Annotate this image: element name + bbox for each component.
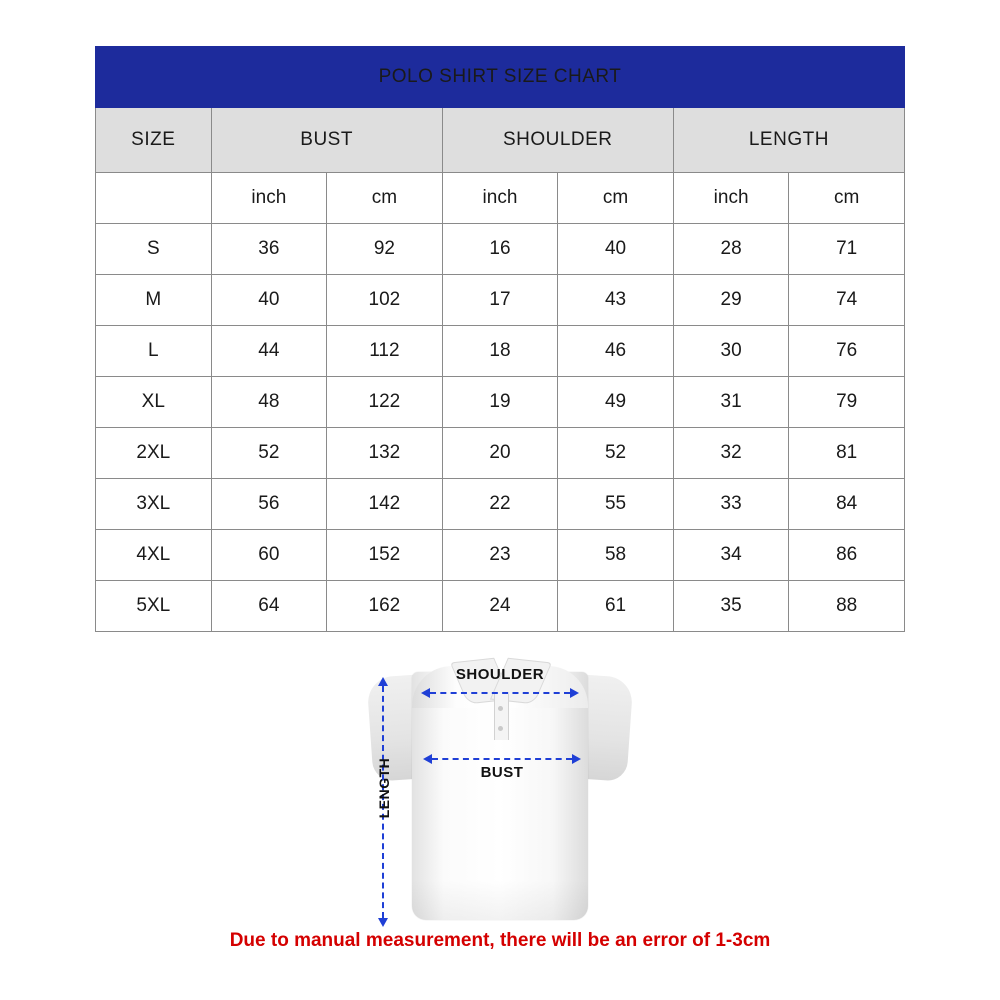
group-header-row (96, 108, 905, 173)
cell-bust-inch: 40 (211, 275, 327, 326)
cell-size: XL (96, 377, 212, 428)
cell-size: L (96, 326, 212, 377)
cell-bust-cm: 162 (327, 581, 443, 632)
bust-label: BUST (480, 764, 524, 781)
cell-length-cm: 71 (789, 224, 905, 275)
cell-size: 4XL (96, 530, 212, 581)
polo-shirt-figure (370, 630, 630, 920)
unit-header-row (96, 173, 905, 224)
size-chart-table (95, 46, 905, 632)
cell-bust-cm: 122 (327, 377, 443, 428)
cell-bust-inch: 36 (211, 224, 327, 275)
cell-bust-cm: 92 (327, 224, 443, 275)
table-row (96, 377, 905, 428)
table-row (96, 581, 905, 632)
cell-length-inch: 34 (673, 530, 789, 581)
cell-length-inch: 31 (673, 377, 789, 428)
cell-shoulder-cm: 52 (558, 428, 674, 479)
cell-shoulder-cm: 40 (558, 224, 674, 275)
cell-bust-cm: 112 (327, 326, 443, 377)
group-header-bust: BUST (211, 108, 442, 173)
cell-length-cm: 86 (789, 530, 905, 581)
measurement-disclaimer: Due to manual measurement, there will be an error of 1-3cm (229, 930, 771, 951)
cell-length-inch: 30 (673, 326, 789, 377)
cell-bust-cm: 152 (327, 530, 443, 581)
cell-bust-inch: 64 (211, 581, 327, 632)
unit-header-bust-inch: inch (211, 173, 327, 224)
cell-length-cm: 81 (789, 428, 905, 479)
cell-bust-cm: 132 (327, 428, 443, 479)
shoulder-measure-arrow-icon (430, 692, 570, 694)
cell-length-inch: 32 (673, 428, 789, 479)
unit-header-shoulder-inch: inch (442, 173, 558, 224)
unit-header-bust-cm: cm (327, 173, 443, 224)
chart-title-row (96, 47, 905, 108)
cell-shoulder-inch: 22 (442, 479, 558, 530)
page-title: POLO SHIRT SIZE CHART (96, 47, 905, 108)
cell-length-inch: 33 (673, 479, 789, 530)
cell-shoulder-inch: 18 (442, 326, 558, 377)
cell-length-cm: 84 (789, 479, 905, 530)
table-row (96, 530, 905, 581)
cell-shoulder-cm: 49 (558, 377, 674, 428)
group-header-length: LENGTH (673, 108, 904, 173)
table-row (96, 428, 905, 479)
group-header-size: SIZE (96, 108, 212, 173)
cell-bust-cm: 142 (327, 479, 443, 530)
table-row (96, 224, 905, 275)
cell-bust-inch: 48 (211, 377, 327, 428)
cell-shoulder-inch: 19 (442, 377, 558, 428)
length-label: LENGTH (376, 757, 392, 819)
cell-size: S (96, 224, 212, 275)
cell-bust-inch: 52 (211, 428, 327, 479)
cell-size: 5XL (96, 581, 212, 632)
cell-bust-cm: 102 (327, 275, 443, 326)
cell-shoulder-cm: 43 (558, 275, 674, 326)
cell-shoulder-inch: 24 (442, 581, 558, 632)
cell-length-cm: 79 (789, 377, 905, 428)
shirt-placket (494, 694, 509, 740)
group-header-shoulder: SHOULDER (442, 108, 673, 173)
cell-size: M (96, 275, 212, 326)
table-row (96, 326, 905, 377)
unit-header-shoulder-cm: cm (558, 173, 674, 224)
cell-length-inch: 29 (673, 275, 789, 326)
table-row (96, 479, 905, 530)
cell-shoulder-inch: 16 (442, 224, 558, 275)
cell-length-inch: 28 (673, 224, 789, 275)
measurement-illustration (0, 630, 1000, 930)
cell-bust-inch: 44 (211, 326, 327, 377)
shoulder-label: SHOULDER (455, 666, 545, 683)
unit-header-blank (96, 173, 212, 224)
shirt-button-bottom (498, 726, 503, 731)
cell-shoulder-cm: 55 (558, 479, 674, 530)
cell-length-cm: 88 (789, 581, 905, 632)
cell-size: 3XL (96, 479, 212, 530)
bust-measure-arrow-icon (432, 758, 572, 760)
cell-length-cm: 74 (789, 275, 905, 326)
cell-shoulder-cm: 58 (558, 530, 674, 581)
cell-bust-inch: 56 (211, 479, 327, 530)
table-row (96, 275, 905, 326)
unit-header-length-cm: cm (789, 173, 905, 224)
cell-shoulder-cm: 61 (558, 581, 674, 632)
cell-bust-inch: 60 (211, 530, 327, 581)
cell-size: 2XL (96, 428, 212, 479)
cell-length-inch: 35 (673, 581, 789, 632)
shirt-button-top (498, 706, 503, 711)
cell-shoulder-cm: 46 (558, 326, 674, 377)
unit-header-length-inch: inch (673, 173, 789, 224)
cell-shoulder-inch: 20 (442, 428, 558, 479)
cell-shoulder-inch: 17 (442, 275, 558, 326)
cell-length-cm: 76 (789, 326, 905, 377)
size-chart-table-wrap (95, 46, 905, 632)
cell-shoulder-inch: 23 (442, 530, 558, 581)
